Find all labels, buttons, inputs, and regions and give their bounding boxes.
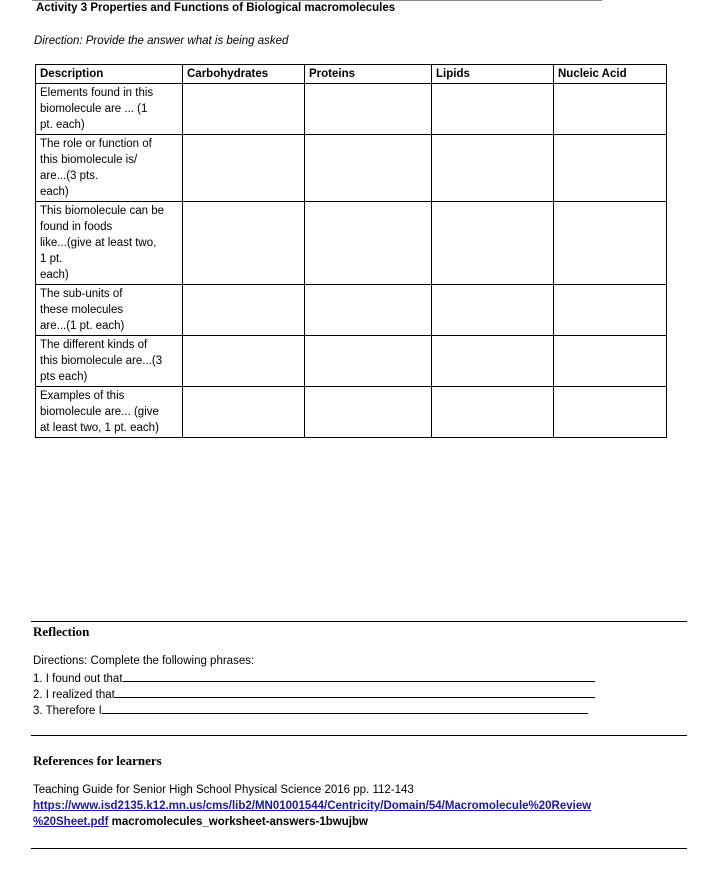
top-rule [32,0,602,1]
reference-guide: Teaching Guide for Senior High School Physical Science 2016 pp. 112-143 [33,784,414,796]
reflection-top-rule [31,621,687,622]
answer-cell-lipids[interactable] [432,202,554,285]
reference-link[interactable]: %20Sheet.pdf [33,816,109,828]
row-description: Elements found in this biomolecule are ... (1 pt. each) [36,84,183,135]
reflection-item-label: 1. I found out that [33,673,123,685]
reference-link[interactable]: https://www.isd2135.k12.mn.us/cms/lib2/MN01001544/Centricity/Domain/54/Macromolecule%20Review [33,800,592,812]
answer-cell-proteins[interactable] [305,202,432,285]
answer-cell-nucleic-acid[interactable] [554,285,667,336]
activity-title: Activity 3 Properties and Functions of Biological macromolecules [36,2,396,14]
answer-cell-carbohydrates[interactable] [183,202,305,285]
answer-cell-proteins[interactable] [305,336,432,387]
reflection-item-label: 3. Therefore I [33,705,102,717]
header-carbohydrates: Carbohydrates [183,65,305,84]
answer-cell-proteins[interactable] [305,387,432,438]
answer-cell-carbohydrates[interactable] [183,387,305,438]
direction-text: Direction: Provide the answer what is being asked [34,35,289,47]
bottom-rule [31,848,687,849]
references-heading: References for learners [33,753,162,768]
answer-cell-carbohydrates[interactable] [183,336,305,387]
header-nucleic-acid: Nucleic Acid [554,65,667,84]
row-description: Examples of this biomolecule are... (give at least two, 1 pt. each) [36,387,183,438]
reference-link-line-2 [33,816,368,828]
answer-cell-proteins[interactable] [305,84,432,135]
reflection-item-label: 2. I realized that [33,689,115,701]
table-row [36,336,667,387]
reflection-item-1 [33,671,595,685]
answer-cell-carbohydrates[interactable] [183,84,305,135]
table-row [36,135,667,202]
reflection-item-3 [33,703,588,717]
answer-cell-lipids[interactable] [432,135,554,202]
row-description: The sub-units of these molecules are...(1 pt. each) [36,285,183,336]
reflection-directions: Directions: Complete the following phrases: [33,655,255,667]
answer-blank[interactable] [115,687,595,698]
answer-cell-nucleic-acid[interactable] [554,336,667,387]
answer-cell-carbohydrates[interactable] [183,135,305,202]
table-row [36,84,667,135]
table-row [36,202,667,285]
reflection-heading: Reflection [33,624,90,639]
table-header-row [36,65,667,84]
header-description: Description [36,65,183,84]
answer-cell-nucleic-acid[interactable] [554,387,667,438]
answer-cell-nucleic-acid[interactable] [554,84,667,135]
header-lipids: Lipids [432,65,554,84]
answer-cell-nucleic-acid[interactable] [554,135,667,202]
references-top-rule [31,735,687,736]
row-description: This biomolecule can be found in foods like...(give at least two, 1 pt. each) [36,202,183,285]
answer-cell-lipids[interactable] [432,285,554,336]
answer-cell-proteins[interactable] [305,285,432,336]
answer-cell-proteins[interactable] [305,135,432,202]
answer-cell-lipids[interactable] [432,387,554,438]
reference-link-line-1 [33,800,591,812]
biomolecule-table [35,64,667,438]
row-description: The different kinds of this biomolecule are...(3 pts each) [36,336,183,387]
answer-cell-lipids[interactable] [432,84,554,135]
header-proteins: Proteins [305,65,432,84]
reflection-item-2 [33,687,595,701]
answer-cell-carbohydrates[interactable] [183,285,305,336]
answer-cell-nucleic-acid[interactable] [554,202,667,285]
answer-blank[interactable] [123,671,595,682]
table-row [36,285,667,336]
answer-blank[interactable] [102,703,588,714]
answer-cell-lipids[interactable] [432,336,554,387]
table-row [36,387,667,438]
row-description: The role or function of this biomolecule is/ are...(3 pts. each) [36,135,183,202]
reference-extra: macromolecules_worksheet-answers-1bwujbw [111,816,368,828]
